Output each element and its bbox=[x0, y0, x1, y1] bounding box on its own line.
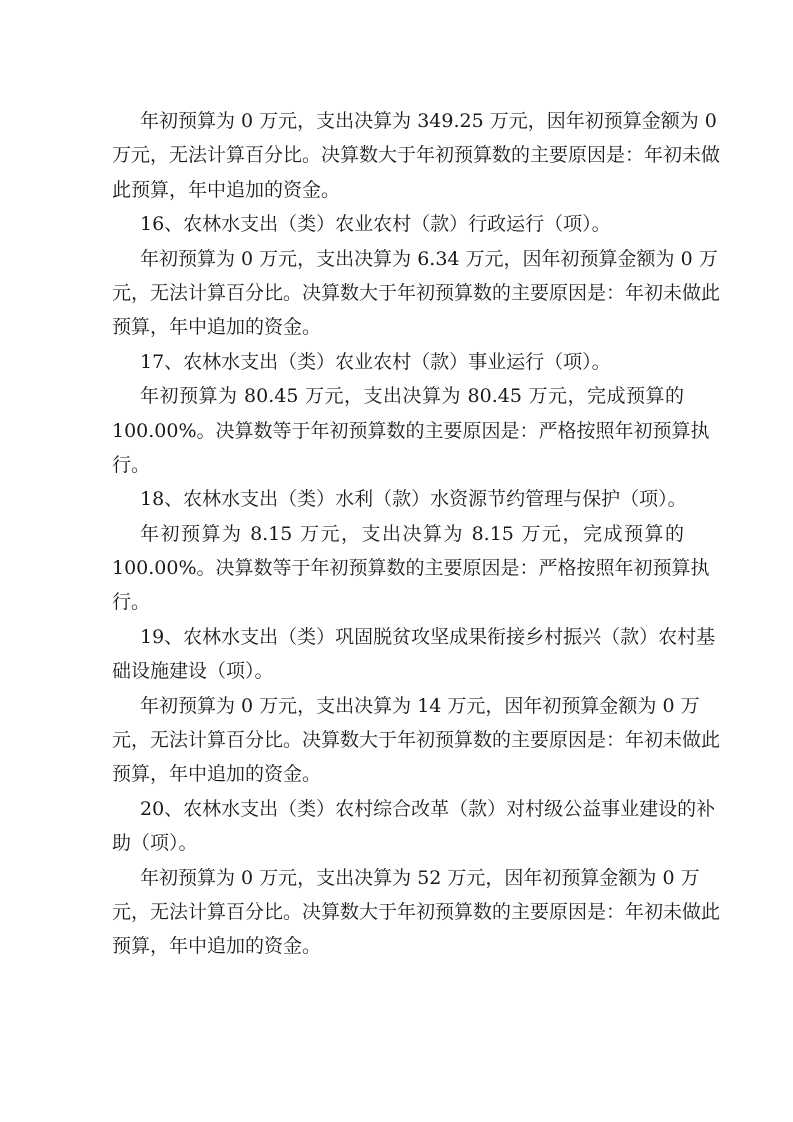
text-line: 20、农林水支出（类）农村综合改革（款）对村级公益事业建设的补 bbox=[140, 797, 716, 820]
body-paragraph bbox=[112, 517, 710, 620]
body-paragraph bbox=[112, 379, 710, 482]
text-line: 预算，年中追加的资金。 bbox=[112, 316, 322, 339]
text-line: 元，无法计算百分比。决算数大于年初预算数的主要原因是：年初未做此 bbox=[112, 900, 721, 923]
section-heading bbox=[112, 482, 687, 516]
section-heading bbox=[112, 792, 716, 861]
text-line: 此预算，年中追加的资金。 bbox=[112, 178, 341, 201]
text-line: 年初预算为 0 万元，支出决算为 6.34 万元，因年初预算金额为 0 万 bbox=[140, 247, 718, 270]
text-line: 16、农林水支出（类）农业农村（款）行政运行（项）。 bbox=[140, 213, 611, 236]
text-line: 年初预算为 8.15 万元，支出决算为 8.15 万元，完成预算的 bbox=[140, 522, 684, 545]
text-line: 预算，年中追加的资金。 bbox=[112, 763, 322, 786]
body-paragraph bbox=[112, 104, 721, 207]
text-line: 行。 bbox=[112, 453, 151, 476]
section-heading bbox=[112, 620, 716, 689]
text-line: 元，无法计算百分比。决算数大于年初预算数的主要原因是：年初未做此 bbox=[112, 281, 721, 304]
body-paragraph bbox=[112, 689, 721, 792]
text-line: 17、农林水支出（类）农业农村（款）事业运行（项）。 bbox=[140, 350, 611, 373]
text-line: 年初预算为 80.45 万元，支出决算为 80.45 万元，完成预算的 bbox=[140, 385, 684, 408]
document-page bbox=[112, 104, 721, 964]
text-line: 19、农林水支出（类）巩固脱贫攻坚成果衔接乡村振兴（款）农村基 bbox=[140, 625, 716, 648]
text-line: 年初预算为 0 万元，支出决算为 14 万元，因年初预算金额为 0 万 bbox=[140, 694, 700, 717]
text-line: 行。 bbox=[112, 591, 151, 614]
text-line: 100.00%。决算数等于年初预算数的主要原因是：严格按照年初预算执 bbox=[112, 419, 710, 442]
body-paragraph bbox=[112, 861, 721, 964]
section-heading bbox=[112, 345, 684, 379]
text-line: 年初预算为 0 万元，支出决算为 52 万元，因年初预算金额为 0 万 bbox=[140, 866, 700, 889]
text-line: 万元，无法计算百分比。决算数大于年初预算数的主要原因是：年初未做 bbox=[112, 144, 721, 167]
section-heading bbox=[112, 207, 684, 241]
body-paragraph bbox=[112, 242, 721, 345]
text-line: 预算，年中追加的资金。 bbox=[112, 935, 322, 958]
text-line: 18、农林水支出（类）水利（款）水资源节约管理与保护（项）。 bbox=[140, 488, 687, 511]
text-line: 元，无法计算百分比。决算数大于年初预算数的主要原因是：年初未做此 bbox=[112, 729, 721, 752]
text-line: 助（项）。 bbox=[112, 832, 198, 855]
text-line: 100.00%。决算数等于年初预算数的主要原因是：严格按照年初预算执 bbox=[112, 557, 710, 580]
text-line: 年初预算为 0 万元，支出决算为 349.25 万元，因年初预算金额为 0 bbox=[140, 110, 717, 132]
text-line: 础设施建设（项）。 bbox=[112, 660, 274, 683]
